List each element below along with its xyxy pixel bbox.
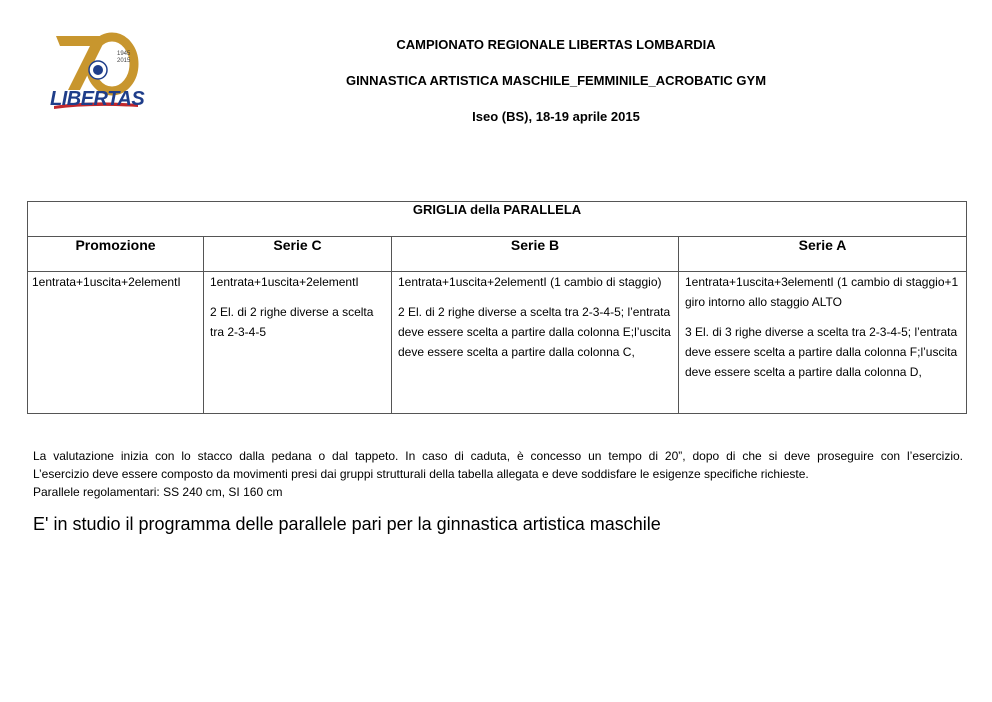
note-line: La valutazione inizia con lo stacco dalla pedana o dal tappeto. In caso di caduta, è concesso un tempo di 20”, dopo di che si deve proseguire con l’esercizio. (33, 449, 963, 463)
logo-years: 1945 2015 (117, 51, 131, 64)
note-line: Parallele regolamentari: SS 240 cm, SI 160 cm (33, 485, 283, 499)
column-header-serie-b: Serie B (392, 237, 679, 272)
cell-text: 1entrata+1uscita+3elementI (1 cambio di staggio+1 giro intorno allo staggio ALTO (685, 275, 959, 309)
cell-serie-c (204, 272, 392, 414)
cell-serie-b (392, 272, 679, 414)
column-header-serie-a: Serie A (679, 237, 967, 272)
header-subtitle: GINNASTICA ARTISTICA MASCHILE_FEMMINILE_ACROBATIC GYM (345, 73, 767, 88)
table-title-row (28, 202, 967, 237)
cell-text: 1entrata+1uscita+2elementI (1 cambio di staggio) (398, 275, 662, 289)
cell-text: 1entrata+1uscita+2elementI (210, 275, 359, 289)
table-title: GRIGLIA della PARALLELA (28, 202, 967, 237)
libertas-logo (50, 30, 150, 112)
column-header-serie-c: Serie C (204, 237, 392, 272)
header-title: CAMPIONATO REGIONALE LIBERTAS LOMBARDIA (396, 37, 716, 52)
cell-text: 3 El. di 3 righe diverse a scelta tra 2-3-4-5; l’entrata deve essere scelta a partire dalla colonna F;l’uscita deve essere scelta a partire dalla colonna D, (685, 325, 958, 379)
rules-notes (33, 447, 963, 501)
header-location-date: Iseo (BS), 18-19 aprile 2015 (472, 109, 640, 124)
cell-text: 1entrata+1uscita+2elementI (32, 275, 181, 289)
logo-wordmark: LIBERTAS (50, 88, 145, 110)
table-row (28, 272, 967, 414)
study-notice: E' in studio il programma delle parallele pari per la ginnastica artistica maschile (33, 514, 661, 534)
parallela-grid-table (27, 201, 967, 414)
cell-serie-a (679, 272, 967, 414)
cell-promozione (28, 272, 204, 414)
note-line: L’esercizio deve essere composto da movimenti presi dai gruppi strutturali della tabella allegata e deve soddisfare le esigenze specifiche richieste. (33, 467, 809, 481)
cell-text: 2 El. di 2 righe diverse a scelta tra 2-3-4-5; l’entrata deve essere scelta a partire dalla colonna E;l’uscita deve essere scelta a partire dalla colonna C, (398, 305, 671, 359)
table-header-row (28, 237, 967, 272)
column-header-promozione: Promozione (28, 237, 204, 272)
cell-text: 2 El. di 2 righe diverse a scelta tra 2-3-4-5 (210, 305, 374, 339)
